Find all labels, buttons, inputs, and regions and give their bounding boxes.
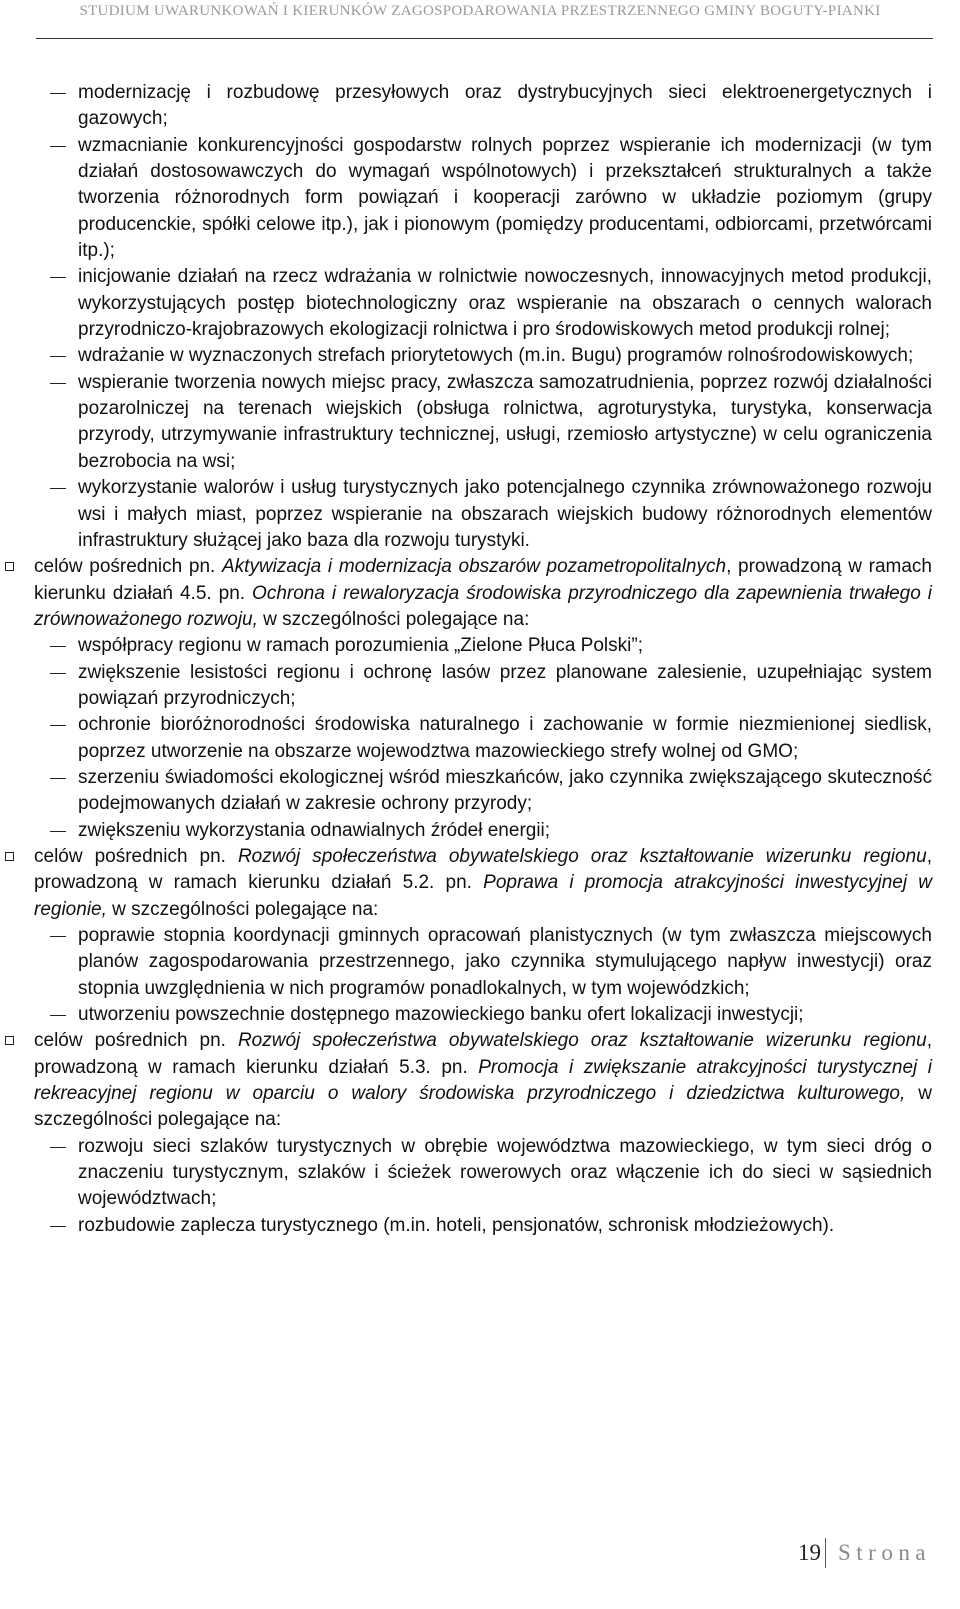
list-item: szerzeniu świadomości ekologicznej wśród mieszkańców, jako czynnika zwiększającego skuteczność podejmowanych działań w zakresie ochrony przyrody; [34,765,932,818]
dash-bullet-icon [50,725,66,726]
list-item: utworzeniu powszechnie dostępnego mazowieckiego banku ofert lokalizacji inwestycji; [34,1002,932,1028]
list-item: ochronie bioróżnorodności środowiska naturalnego i zachowanie w formie niezmienionej siedlisk, poprzez utworzenie na obszarze wojewodztwa mazowieckiego strefy wolnej od GMO; [34,712,932,765]
list-item: rozbudowie zaplecza turystycznego (m.in. hoteli, pensjonatów, schronisk młodzieżowych). [34,1213,932,1239]
list-item: wzmacnianie konkurencyjności gospodarstw rolnych poprzez wspieranie ich modernizacji (w tym działań dostosowawczych do wymagań wspólnotowych) i przekształceń strukturalnych a także tworzenia różnorodnych form powiązań i kooperacji zarówno w układzie poziomym (grupy producenckie, spółki celowe itp.), jak i pionowym (pomiędzy producentami, odbiorcami, przetwórcami itp.); [34,133,932,265]
list-item: wykorzystanie walorów i usług turystycznych jako potencjalnego czynnika zrównoważonego rozwoju wsi i małych miast, poprzez wspieranie na obszarach wiejskich budowy różnorodnych elementów infrastruktury służącej jako baza dla rozwoju turystyki. [34,475,932,554]
dash-bullet-icon [50,146,66,147]
page-label: Strona [838,1540,932,1565]
dash-bullet-icon [50,488,66,489]
square-bullet-icon [5,562,14,571]
list-item: zwiększenie lesistości regionu i ochronę lasów przez planowane zalesienie, uzupełniając system powiązań przyrodniczych; [34,660,932,713]
square-bullet-icon [5,852,14,861]
dash-bullet-icon [50,1147,66,1148]
dash-bullet-icon [50,673,66,674]
list-item: współpracy regionu w ramach porozumienia „Zielone Płuca Polski”; [34,633,932,659]
dash-bullet-icon [50,383,66,384]
list-item: modernizację i rozbudowę przesyłowych oraz dystrybucyjnych sieci elektroenergetycznych i gazowych; [34,80,932,133]
section-paragraph: celów pośrednich pn. Rozwój społeczeństwa obywatelskiego oraz kształtowanie wizerunku regionu, prowadzoną w ramach kierunku działań 5.2. pn. Poprawa i promocja atrakcyjności inwestycyjnej w regionie, w szczególności polegające na: [34,844,932,923]
dash-bullet-icon [50,93,66,94]
document-body [34,80,932,1239]
list-item: poprawie stopnia koordynacji gminnych opracowań planistycznych (w tym zwłaszcza miejscowych planów zagospodarowania przestrzennego, jako czynnika stymulującego napływ inwestycji) oraz stopnia uwzględnienia w nich programów ponadlokalnych, w tym wojewódzkich; [34,923,932,1002]
dash-bullet-icon [50,1015,66,1016]
page-header: STUDIUM UWARUNKOWAŃ I KIERUNKÓW ZAGOSPODAROWANIA PRZESTRZENNEGO GMINY BOGUTY-PIANKI [79,3,881,19]
dash-bullet-icon [50,277,66,278]
section-paragraph: celów pośrednich pn. Aktywizacja i modernizacja obszarów pozametropolitalnych, prowadzoną w ramach kierunku działań 4.5. pn. Ochrona i rewaloryzacja środowiska przyrodniczego dla zapewnienia trwałego i zrównoważonego rozwoju, w szczególności polegające na: [34,554,932,633]
dash-bullet-icon [50,356,66,357]
dash-bullet-icon [50,1226,66,1227]
footer-divider [825,1538,826,1568]
list-item: wspieranie tworzenia nowych miejsc pracy, zwłaszcza samozatrudnienia, poprzez rozwój działalności pozarolniczej na terenach wiejskich (obsługa rolnictwa, agroturystyka, turystyka, konserwacja przyrody, utrzymywanie infrastruktury technicznej, usługi, rzemiosło artystyczne) w celu ograniczenia bezrobocia na wsi; [34,370,932,475]
dash-bullet-icon [50,936,66,937]
list-item: inicjowanie działań na rzecz wdrażania w rolnictwie nowoczesnych, innowacyjnych metod produkcji, wykorzystujących postęp biotechnologiczny oraz wspieranie na obszarach o cennych walorach przyrodniczo-krajobrazowych ekologizacji rolnictwa i pro środowiskowych metod produkcji rolnej; [34,264,932,343]
dash-bullet-icon [50,778,66,779]
header-divider [36,38,933,39]
section-paragraph: celów pośrednich pn. Rozwój społeczeństwa obywatelskiego oraz kształtowanie wizerunku regionu, prowadzoną w ramach kierunku działań 5.3. pn. Promocja i zwiększanie atrakcyjności turystycznej i rekreacyjnej regionu w oparciu o walory środowiska przyrodniczego i dziedzictwa kulturowego, w szczególności polegające na: [34,1028,932,1133]
dash-bullet-icon [50,646,66,647]
square-bullet-icon [5,1036,14,1045]
list-item: zwiększeniu wykorzystania odnawialnych źródeł energii; [34,818,932,844]
dash-bullet-icon [50,831,66,832]
list-item: wdrażanie w wyznaczonych strefach priorytetowych (m.in. Bugu) programów rolnośrodowiskowych; [34,343,932,369]
page-number: 19 [798,1540,821,1565]
list-item: rozwoju sieci szlaków turystycznych w obrębie województwa mazowieckiego, w tym sieci dróg o znaczeniu turystycznym, szlaków i ścieżek rowerowych oraz włączenie ich do sieci w sąsiednich województwach; [34,1134,932,1213]
